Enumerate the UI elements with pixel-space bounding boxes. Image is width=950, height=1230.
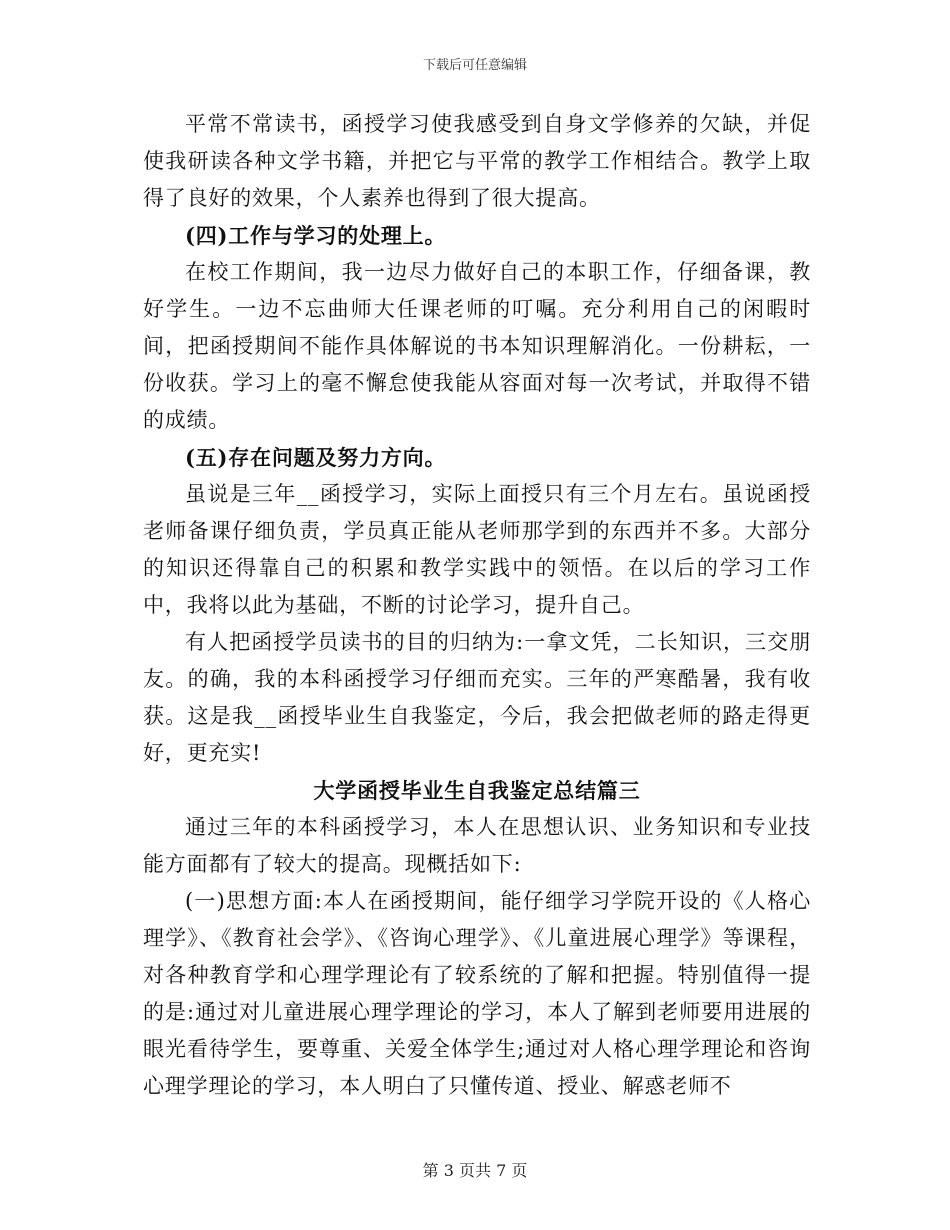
heading-problems: (五)存在问题及努力方向。 bbox=[185, 445, 447, 470]
page-footer: 第 3 页共 7 页 bbox=[422, 1161, 528, 1180]
paragraph-reading: 平常不常读书，函授学习使我感受到自身文学修养的欠缺，并促使我研读各种文学书籍，并把它与平常的教学工作相结合。教学上取得了良好的效果，个人素养也得到了很大提高。 bbox=[143, 112, 811, 210]
paragraph-conclusion: 有人把函授学员读书的目的归纳为:一拿文凭，二长知识，三交朋友。的确，我的本科函授学习仔细而充实。三年的严寒酷暑，我有收获。这是我__函授毕业生自我鉴定，今后，我会把做老师的路走得更好，更充实! bbox=[143, 630, 811, 765]
paragraph-intro: 通过三年的本科函授学习，本人在思想认识、业务知识和专业技能方面都有了较大的提高。现概括如下: bbox=[143, 815, 811, 876]
document-body bbox=[143, 106, 811, 1105]
paragraph-thought: (一)思想方面:本人在函授期间，能仔细学习学院开设的《人格心理学》、《教育社会学》、《咨询心理学》、《儿童进展心理学》等课程，对各种教育学和心理学理论有了较系统的了解和把握。特别值得一提的是:通过对儿童进展心理学理论的学习，本人了解到老师要用进展的眼光看待学生，要尊重、关爱全体学生;通过对人格心理学理论和咨询心理学理论的学习，本人明白了只懂传道、授业、解惑老师不 bbox=[143, 889, 811, 1098]
page-header-note: 下载后可任意编辑 bbox=[422, 58, 527, 73]
paragraph-work-study: 在校工作期间，我一边尽力做好自己的本职工作，仔细备课，教好学生。一边不忘曲师大任课老师的叮嘱。充分利用自己的闲暇时间，把函授期间不能作具体解说的书本知识理解消化。一份耕耘，一份收获。学习上的毫不懈怠使我能从容面对每一次考试，并取得不错的成绩。 bbox=[143, 260, 811, 432]
section-title: 大学函授毕业生自我鉴定总结篇三 bbox=[313, 778, 641, 803]
paragraph-problems: 虽说是三年__函授学习，实际上面授只有三个月左右。虽说函授老师备课仔细负责，学员真正能从老师那学到的东西并不多。大部分的知识还得靠自己的积累和教学实践中的领悟。在以后的学习工作中，我将以此为基础，不断的讨论学习，提升自己。 bbox=[143, 482, 811, 617]
heading-work-study: (四)工作与学习的处理上。 bbox=[185, 223, 447, 248]
